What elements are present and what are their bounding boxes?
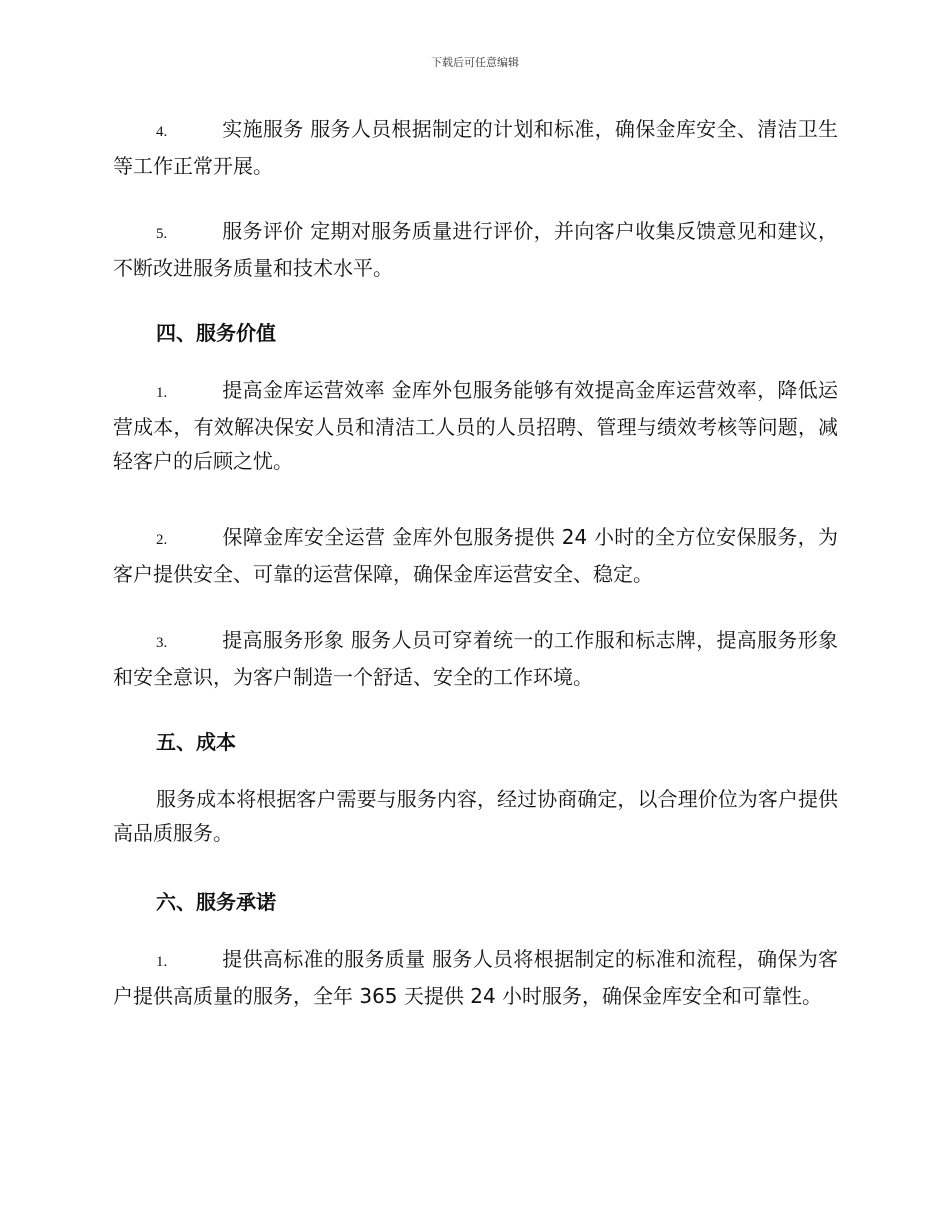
- item-body: 服务人员将根据制定的标准和流程，确保为客户提供高质量的服务，全年 365 天提供 24 小时服务，确保金库安全和可靠性。: [113, 947, 839, 1008]
- item-body: 金库外包服务能够有效提高金库运营效率，降低运营成本，有效解决保安人员和清洁工人员的人员招聘、管理与绩效考核等问题，减轻客户的后顾之忧。: [113, 378, 839, 473]
- item-number: 2.: [156, 532, 168, 548]
- body-paragraph: 服务成本将根据客户需要与服务内容，经过协商确定，以合理价位为客户提供高品质服务。: [113, 787, 838, 845]
- item-body: 服务人员可穿着统一的工作服和标志牌，提高服务形象和安全意识，为客户制造一个舒适、安全的工作环境。: [113, 628, 839, 689]
- page-header: 下载后可任意编辑: [431, 56, 519, 69]
- item-number: 3.: [156, 635, 168, 651]
- list-item: [113, 214, 838, 285]
- section-heading: 六、服务承诺: [156, 890, 276, 914]
- list-item: [113, 623, 838, 694]
- list-item: [113, 112, 838, 183]
- item-title: 保障金库安全运营: [222, 525, 386, 549]
- item-body: 定期对服务质量进行评价，并向客户收集反馈意见和建议，不断改进服务质量和技术水平。: [113, 219, 839, 280]
- section-heading: 四、服务价值: [156, 321, 276, 345]
- item-number: 5.: [156, 226, 168, 242]
- item-title: 提供高标准的服务质量: [222, 947, 426, 971]
- item-title: 提高金库运营效率: [222, 378, 385, 402]
- list-item: [113, 373, 838, 478]
- item-title: 提高服务形象: [222, 628, 345, 652]
- item-body: 服务人员根据制定的计划和标准，确保金库安全、清洁卫生等工作正常开展。: [113, 117, 839, 178]
- section-heading: 五、成本: [156, 730, 236, 754]
- item-body: 金库外包服务提供 24 小时的全方位安保服务，为客户提供安全、可靠的运营保障，确保金库运营安全、稳定。: [113, 525, 839, 586]
- list-item: [113, 520, 838, 591]
- item-number: 4.: [156, 124, 168, 140]
- item-title: 服务评价: [222, 219, 304, 243]
- item-number: 1.: [156, 385, 168, 401]
- item-number: 1.: [156, 954, 168, 970]
- list-item: [113, 942, 838, 1013]
- item-title: 实施服务: [222, 117, 304, 141]
